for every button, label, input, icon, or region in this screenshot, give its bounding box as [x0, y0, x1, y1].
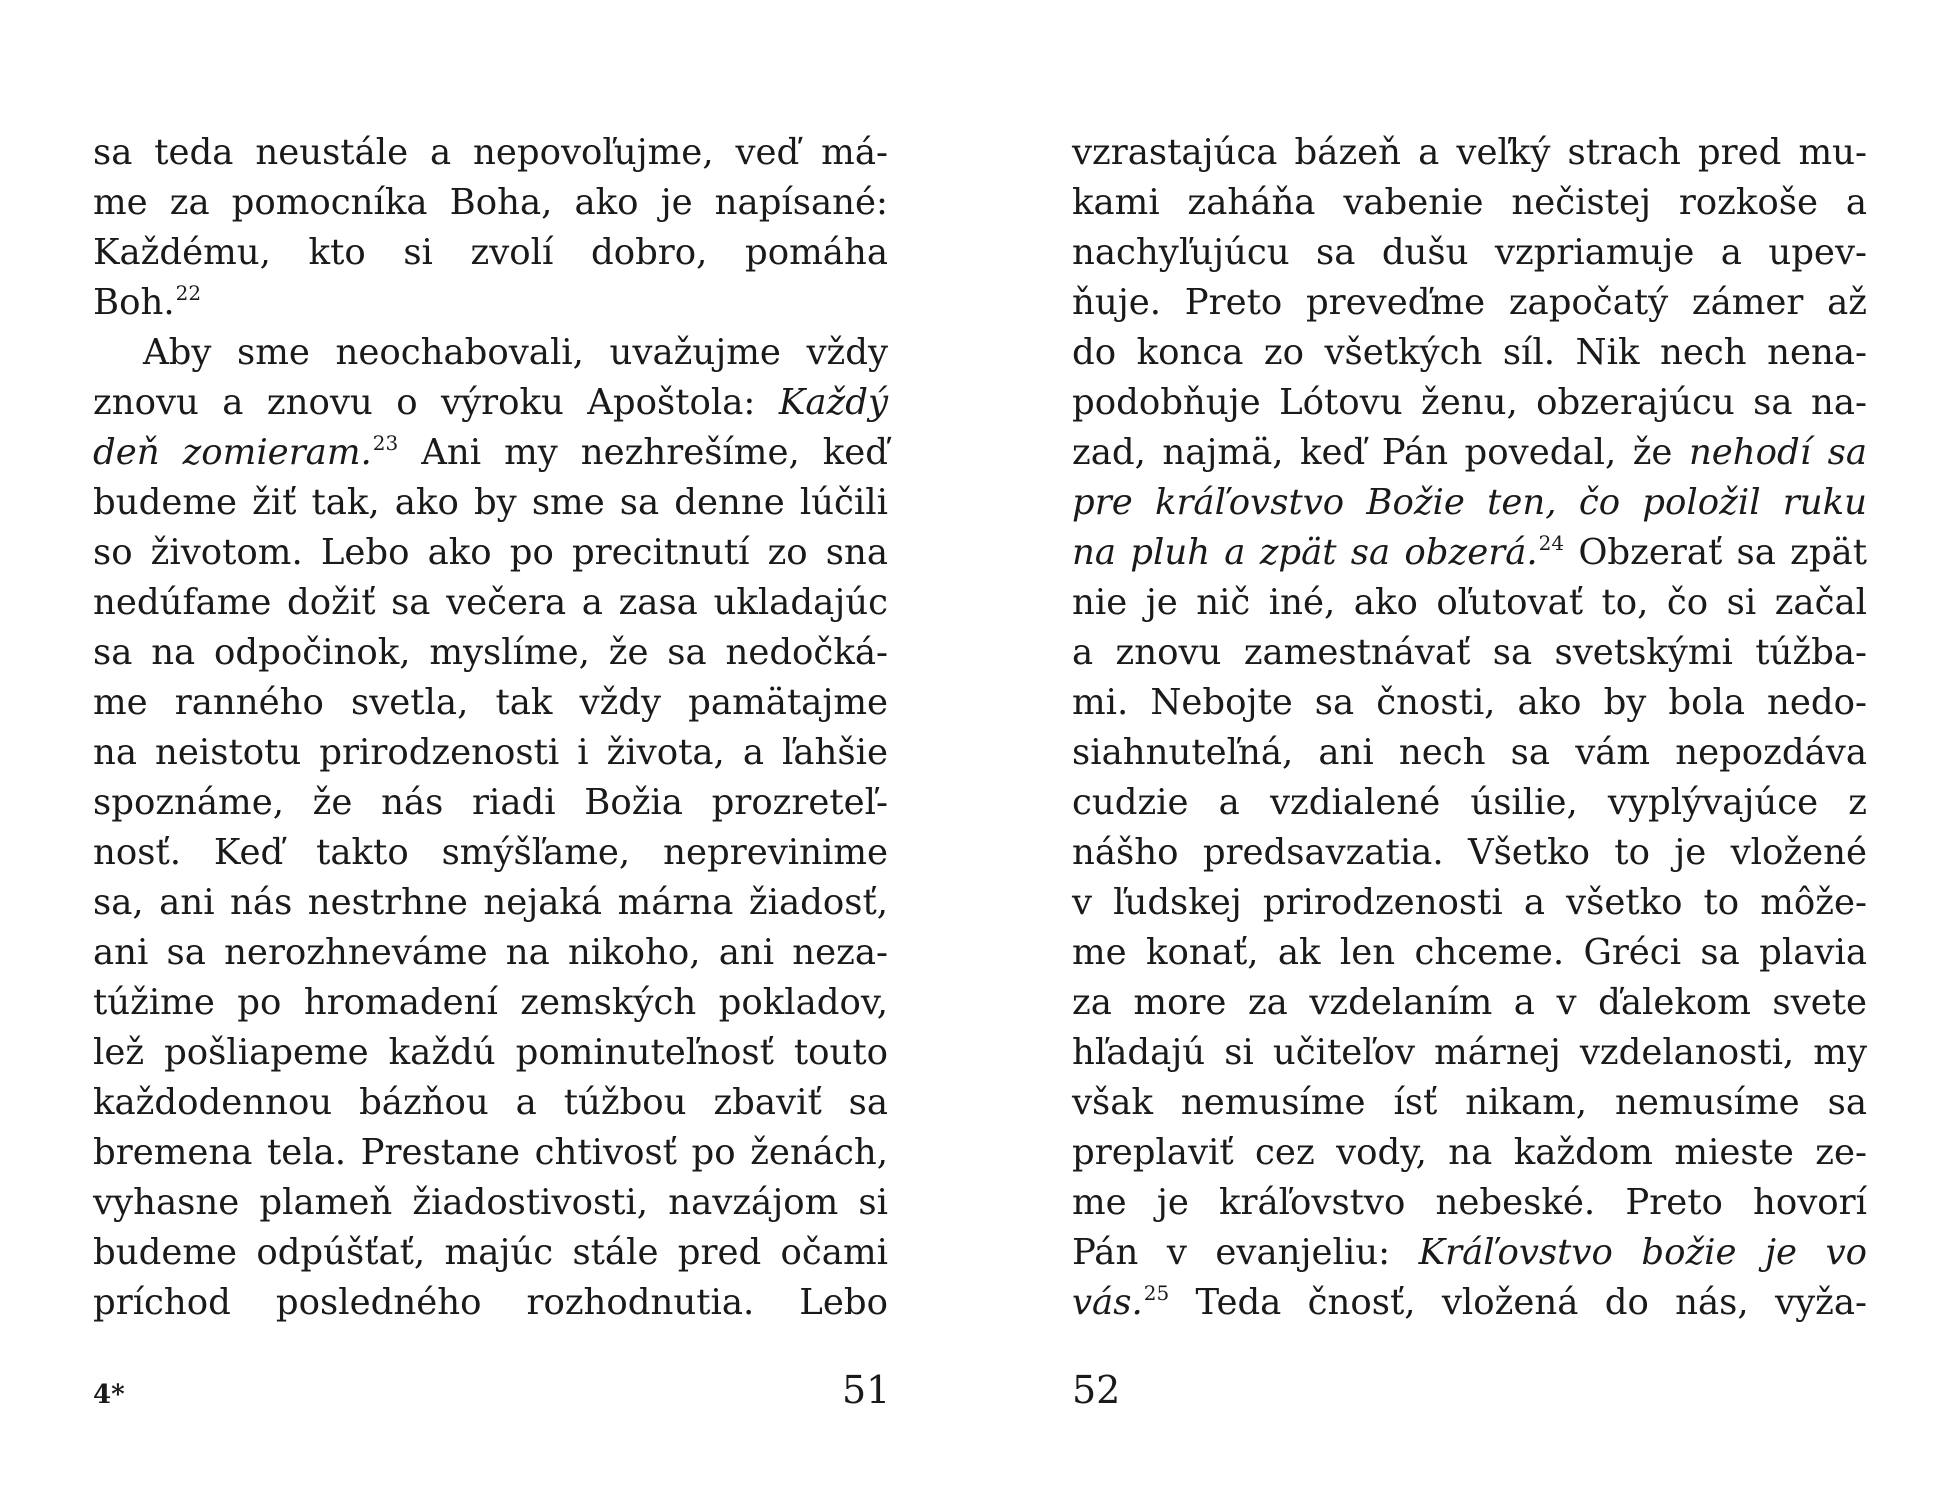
text-line [93, 328, 888, 378]
text-line [93, 428, 888, 478]
line-text: vyhasne plameň žiadostivosti, navzájom si [93, 1182, 888, 1223]
line-text: ani sa nerozhneváme na nikoho, ani neza- [93, 932, 888, 973]
text-line [1072, 1028, 1867, 1078]
line-text: nášho predsavzatia. Všetko to je vložené [1072, 832, 1867, 873]
line-text: nosť. Keď takto smýšľame, neprevinime [93, 832, 888, 873]
line-text: do konca zo všetkých síl. Nik nech nena- [1072, 332, 1867, 373]
line-text: vzrastajúca bázeň a veľký strach pred mu- [1072, 132, 1867, 173]
text-line [93, 828, 888, 878]
text-line [1072, 828, 1867, 878]
page-number-right: 52 [1072, 1368, 1121, 1412]
italic-text: nehodí sa [1688, 432, 1867, 473]
text-line [93, 978, 888, 1028]
line-text: so životom. Lebo ako po precitnutí zo sna [93, 532, 888, 573]
line-text: však nemusíme ísť nikam, nemusíme sa [1072, 1082, 1867, 1123]
text-line [93, 928, 888, 978]
line-text: Ani my nezhrešíme, keď [398, 432, 888, 473]
italic-text: na pluh a zpät sa obzerá. [1072, 532, 1538, 573]
text-line [93, 228, 888, 278]
line-text: Teda čnosť, vložená do nás, vyža- [1169, 1282, 1867, 1323]
line-text: nedúfame dožiť sa večera a zasa ukladajúc [93, 582, 888, 623]
line-text: sa, ani nás nestrhne nejaká márna žiadosť, [93, 882, 888, 923]
text-line [93, 878, 888, 928]
line-text: Aby sme neochabovali, uvažujme vždy [143, 332, 888, 373]
text-line [1072, 128, 1867, 178]
italic-text: deň zomieram. [93, 432, 372, 473]
line-text: znovu a znovu o výroku Apoštola: [93, 382, 779, 423]
left-page-text [93, 128, 888, 1328]
footnote-ref: 22 [175, 281, 202, 305]
line-text: me za pomocníka Boha, ako je napísané: [93, 182, 888, 223]
text-line [93, 628, 888, 678]
line-text: Každému, kto si zvolí dobro, pomáha [93, 232, 888, 273]
line-text: mi. Nebojte sa čnosti, ako by bola nedo- [1072, 682, 1867, 723]
text-line [1072, 578, 1867, 628]
line-text: ňuje. Preto preveďme započatý zámer až [1072, 282, 1867, 323]
text-line [93, 678, 888, 728]
line-text: Boh. [93, 282, 175, 323]
text-line [1072, 628, 1867, 678]
line-text: me ranného svetla, tak vždy pamätajme [93, 682, 888, 723]
line-text: hľadajú si učiteľov márnej vzdelanosti, my [1072, 1032, 1867, 1073]
text-line [1072, 528, 1867, 578]
italic-text: Každý [778, 382, 888, 423]
text-line [93, 728, 888, 778]
text-line [93, 528, 888, 578]
footnote-ref: 23 [372, 431, 399, 455]
text-line [1072, 778, 1867, 828]
line-text: zad, najmä, keď Pán povedal, že [1072, 432, 1689, 473]
text-line [93, 578, 888, 628]
line-text: bremena tela. Prestane chtivosť po ženách, [93, 1132, 888, 1173]
italic-text: Kráľovstvo božie je vo [1418, 1232, 1868, 1273]
line-text: preplaviť cez vody, na každom mieste ze- [1072, 1132, 1867, 1173]
italic-text: pre kráľovstvo Božie ten, čo položil ruku [1072, 482, 1867, 523]
text-line [1072, 228, 1867, 278]
text-line [1072, 928, 1867, 978]
signature-mark: 4* [93, 1380, 125, 1410]
line-text: me konať, ak len chceme. Gréci sa plavia [1072, 932, 1867, 973]
text-line [1072, 1128, 1867, 1178]
text-line [93, 778, 888, 828]
text-line [1072, 678, 1867, 728]
footnote-ref: 25 [1143, 1281, 1170, 1305]
right-page-text [1072, 128, 1867, 1328]
line-text: me je kráľovstvo nebeské. Preto hovorí [1072, 1182, 1867, 1223]
line-text: cudzie a vzdialené úsilie, vyplývajúce z [1072, 782, 1867, 823]
line-text: Pán v evanjeliu: [1072, 1232, 1419, 1273]
line-text: spoznáme, že nás riadi Božia prozreteľ- [93, 782, 888, 823]
text-line [1072, 1228, 1867, 1278]
text-line [1072, 278, 1867, 328]
line-text: v ľudskej prirodzenosti a všetko to môže- [1072, 882, 1867, 923]
line-text: siahnuteľná, ani nech sa vám nepozdáva [1072, 732, 1867, 773]
text-line [93, 1028, 888, 1078]
text-line [1072, 1278, 1867, 1328]
text-line [93, 1228, 888, 1278]
text-line [1072, 378, 1867, 428]
page-number-left: 51 [842, 1368, 891, 1412]
line-text: sa teda neustále a nepovoľujme, veď má- [93, 132, 888, 173]
line-text: každodennou bázňou a túžbou zbaviť sa [93, 1082, 888, 1123]
text-line [1072, 478, 1867, 528]
text-line [93, 1178, 888, 1228]
text-line [1072, 328, 1867, 378]
line-text: príchod posledného rozhodnutia. Lebo [93, 1282, 888, 1323]
text-line [93, 478, 888, 528]
line-text: na neistotu prirodzenosti i života, a ľahšie [93, 732, 888, 773]
text-line [1072, 1078, 1867, 1128]
line-text: sa na odpočinok, myslíme, že sa nedočká- [93, 632, 888, 673]
line-text: a znovu zamestnávať sa svetskými túžba- [1072, 632, 1867, 673]
text-line [93, 1128, 888, 1178]
text-line [93, 378, 888, 428]
line-text: budeme žiť tak, ako by sme sa denne lúčili [93, 482, 888, 523]
text-line [1072, 728, 1867, 778]
text-line [1072, 878, 1867, 928]
text-line [93, 1278, 888, 1328]
italic-text: vás. [1072, 1282, 1143, 1323]
text-line [93, 278, 888, 328]
footnote-ref: 24 [1538, 531, 1565, 555]
line-text: lež pošliapeme každú pominuteľnosť touto [93, 1032, 888, 1073]
text-line [1072, 428, 1867, 478]
line-text: podobňuje Lótovu ženu, obzerajúcu sa na- [1072, 382, 1867, 423]
line-text: Obzerať sa zpät [1564, 532, 1867, 573]
text-line [1072, 1178, 1867, 1228]
text-line [93, 128, 888, 178]
line-text: kami zaháňa vabenie nečistej rozkoše a [1072, 182, 1867, 223]
line-text: nachyľujúcu sa dušu vzpriamuje a upev- [1072, 232, 1867, 273]
text-line [93, 178, 888, 228]
line-text: túžime po hromadení zemských pokladov, [93, 982, 888, 1023]
text-line [1072, 978, 1867, 1028]
line-text: budeme odpúšťať, majúc stále pred očami [93, 1232, 888, 1273]
text-line [93, 1078, 888, 1128]
text-line [1072, 178, 1867, 228]
right-page [972, 0, 1944, 1500]
line-text: za more za vzdelaním a v ďalekom svete [1072, 982, 1867, 1023]
line-text: nie je nič iné, ako oľutovať to, čo si začal [1072, 582, 1867, 623]
